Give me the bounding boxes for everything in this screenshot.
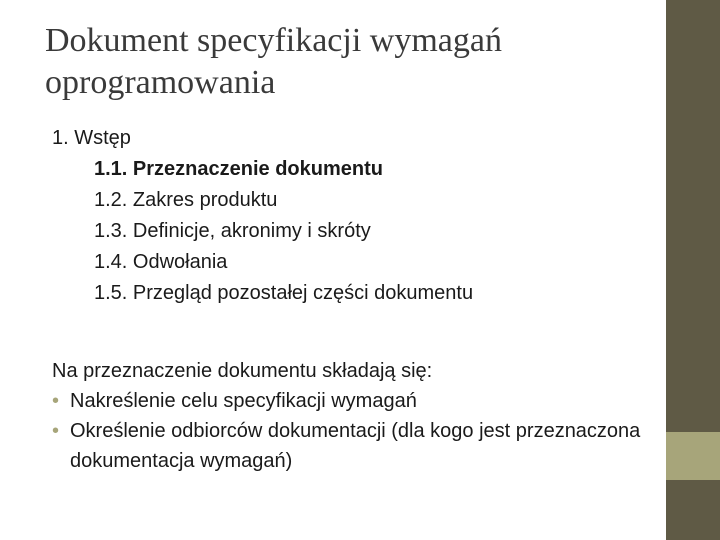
side-accent-block [666, 432, 720, 480]
bullet-dot-icon: • [52, 420, 60, 442]
slide-title: Dokument specyfikacji wymagań oprogramowania [45, 22, 502, 101]
toc-item-scope: 1.2. Zakres produktu [94, 189, 278, 211]
toc-item-references: 1.4. Odwołania [94, 251, 228, 273]
list-item [52, 416, 652, 476]
bullet-dot-icon: • [52, 390, 60, 412]
bullet-text: Określenie odbiorców dokumentacji (dla kogo jest przeznaczona dokumentacja wymagań) [70, 420, 641, 472]
toc-item-overview: 1.5. Przegląd pozostałej części dokumentu [94, 282, 474, 304]
toc-heading: 1. Wstęp [52, 127, 131, 149]
toc-item-purpose: 1.1. Przeznaczenie dokumentu [94, 158, 383, 180]
list-item [52, 386, 652, 416]
bullet-list [52, 386, 652, 476]
table-of-contents [52, 123, 652, 309]
toc-item-definitions: 1.3. Definicje, akronimy i skróty [94, 220, 371, 242]
body-intro: Na przeznaczenie dokumentu składają się: [52, 360, 433, 382]
body-section [52, 356, 652, 476]
bullet-text: Nakreślenie celu specyfikacji wymagań [70, 390, 417, 412]
